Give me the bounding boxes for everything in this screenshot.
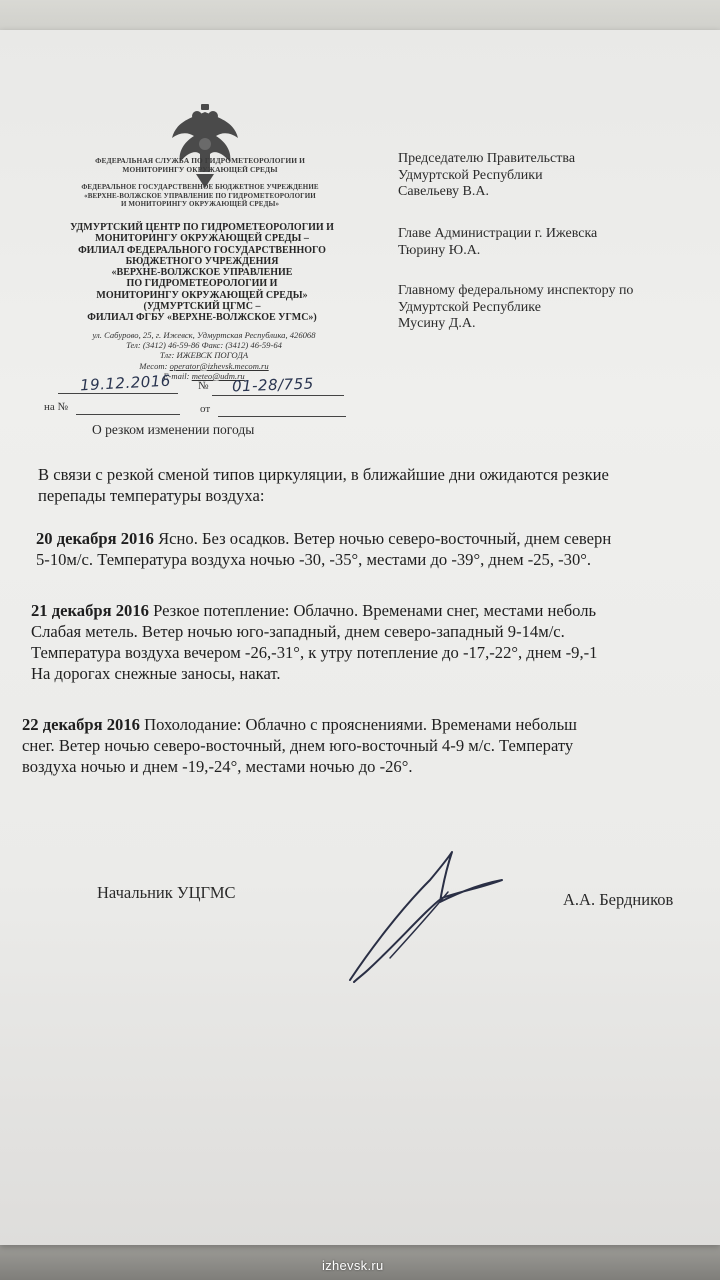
forecast-date: 22 декабря 2016 bbox=[22, 715, 140, 734]
forecast-date: 20 декабря 2016 bbox=[36, 529, 154, 548]
intro-line: В связи с резкой сменой типов циркуляции, в ближайшие дни ожидаются резкие bbox=[38, 465, 609, 484]
addressee-line: Тюрину Ю.А. bbox=[398, 242, 481, 258]
branch-line: МОНИТОРИНГУ ОКРУЖАЮЩЕЙ СРЕДЫ – bbox=[95, 233, 309, 245]
parent-institution-name bbox=[50, 183, 350, 209]
forecast-text: воздуха ночью и днем -19,-24°, местами ночью до -26°. bbox=[22, 757, 413, 776]
addressee-line: Савельеву В.А. bbox=[398, 184, 489, 199]
addressee-line: Главе Администрации г. Ижевска bbox=[398, 226, 598, 241]
letter-subject: О резком изменении погоды bbox=[92, 422, 255, 437]
forecast-text: Похолодание: Облачно с прояснениями. Временами небольш bbox=[139, 715, 577, 734]
branch-line: ФИЛИАЛ ФГБУ «ВЕРХНЕ-ВОЛЖСКОЕ УГМС») bbox=[87, 312, 317, 324]
phone-fax: Тел: (3412) 46-59-86 Факс: (3412) 46-59-64 bbox=[126, 340, 282, 351]
institution-line: «ВЕРХНЕ-ВОЛЖСКОЕ УПРАВЛЕНИЕ ПО ГИДРОМЕТЕОРОЛОГИИ bbox=[84, 191, 316, 200]
forecast-day-1 bbox=[36, 528, 611, 570]
addressee-line: Мусину Д.А. bbox=[398, 316, 476, 331]
forecast-text: Резкое потепление: Облачно. Временами снег, местами неболь bbox=[148, 601, 597, 620]
email-label: E-mail: bbox=[163, 370, 190, 381]
handwritten-number: 01-28/755 bbox=[231, 374, 315, 396]
service-name bbox=[50, 157, 350, 174]
forecast-text: Слабая метель. Ветер ночью юго-западный, днем северо-западный 9-14м/с. bbox=[31, 622, 565, 641]
postal-address: ул. Сабурово, 25, г. Ижевск, Удмуртская Республика, 426068 bbox=[92, 330, 316, 340]
branch-line: УДМУРТСКИЙ ЦЕНТР ПО ГИДРОМЕТЕОРОЛОГИИ И bbox=[70, 222, 334, 233]
branch-line: БЮДЖЕТНОГО УЧРЕЖДЕНИЯ bbox=[125, 255, 279, 267]
intro-paragraph bbox=[38, 464, 609, 506]
branch-line: (УДМУРТСКИЙ ЦГМС – bbox=[143, 301, 261, 313]
addressee-inspector bbox=[398, 283, 633, 333]
forecast-text: снег. Ветер ночью северо-восточный, днем юго-восточный 4-9 м/с. Температу bbox=[22, 736, 574, 755]
eagle-emblem-icon bbox=[170, 98, 240, 190]
reference-number-label: на № bbox=[44, 401, 69, 413]
forecast-day-3 bbox=[22, 714, 577, 777]
reference-date-label: от bbox=[200, 403, 211, 415]
forecast-text: Температура воздуха вечером -26,-31°, к утру потепление до -17,-22°, днем -9,-1 bbox=[31, 643, 598, 662]
branch-name bbox=[52, 222, 352, 324]
date-underline bbox=[58, 393, 178, 394]
institution-line: И МОНИТОРИНГУ ОКРУЖАЮЩЕЙ СРЕДЫ» bbox=[120, 200, 280, 209]
forecast-text: Ясно. Без осадков. Ветер ночью северо-восточный, днем северн bbox=[153, 529, 612, 548]
forecast-text: На дорогах снежные заносы, накат. bbox=[31, 664, 281, 683]
handwritten-date: 19.12.2016 bbox=[79, 371, 172, 395]
service-name-line: МОНИТОРИНГУ ОКРУЖАЮЩЕЙ СРЕДЫ bbox=[122, 164, 278, 174]
signatory-position: Начальник УЦГМС bbox=[97, 883, 236, 902]
branch-line: «ВЕРХНЕ-ВОЛЖСКОЕ УПРАВЛЕНИЕ bbox=[111, 267, 293, 279]
forecast-date: 21 декабря 2016 bbox=[31, 601, 149, 620]
forecast-day-2 bbox=[31, 600, 597, 684]
addressee-line: Главному федеральному инспектору по bbox=[398, 283, 634, 298]
number-underline bbox=[212, 395, 344, 396]
signatory-name: А.А. Бердников bbox=[563, 890, 674, 909]
intro-line: перепады температуры воздуха: bbox=[38, 486, 265, 505]
handwritten-signature bbox=[330, 840, 530, 990]
email-link[interactable]: meteo@udm.ru bbox=[191, 370, 245, 381]
telegraph-address: Тлг: ИЖЕВСК ПОГОДА bbox=[159, 350, 249, 361]
institution-line: ФЕДЕРАЛЬНОЕ ГОСУДАРСТВЕННОЕ БЮДЖЕТНОЕ УЧРЕЖДЕНИЕ bbox=[81, 183, 319, 191]
branch-line: ПО ГИДРОМЕТЕОРОЛОГИИ И bbox=[126, 278, 278, 290]
reference-number-line bbox=[76, 414, 180, 415]
source-watermark: izhevsk.ru bbox=[322, 1258, 384, 1273]
forecast-text: 5-10м/с. Температура воздуха ночью -30, -35°, местами до -39°, днем -25, -30°. bbox=[36, 550, 592, 569]
addressee-line: Председателю Правительства bbox=[398, 151, 576, 166]
number-label: № bbox=[198, 380, 209, 392]
branch-line: ФИЛИАЛ ФЕДЕРАЛЬНОГО ГОСУДАРСТВЕННОГО bbox=[78, 244, 326, 256]
contact-details bbox=[54, 330, 354, 381]
letter-sheet bbox=[0, 30, 720, 1245]
mecom-link[interactable]: operator@izhevsk.mecom.ru bbox=[169, 360, 269, 371]
addressee-mayor bbox=[398, 226, 597, 259]
addressee-line: Удмуртской Республики bbox=[398, 167, 543, 183]
reference-date-line bbox=[218, 416, 346, 417]
addressee-line: Удмуртской Республике bbox=[398, 299, 541, 315]
addressee-chairman bbox=[398, 151, 575, 201]
branch-line: МОНИТОРИНГУ ОКРУЖАЮЩЕЙ СРЕДЫ» bbox=[96, 289, 308, 301]
mecom-address bbox=[54, 361, 354, 371]
service-name-line: ФЕДЕРАЛЬНАЯ СЛУЖБА ПО ГИДРОМЕТЕОРОЛОГИИ И bbox=[95, 156, 305, 165]
mecom-label: Mecom: bbox=[139, 360, 168, 371]
